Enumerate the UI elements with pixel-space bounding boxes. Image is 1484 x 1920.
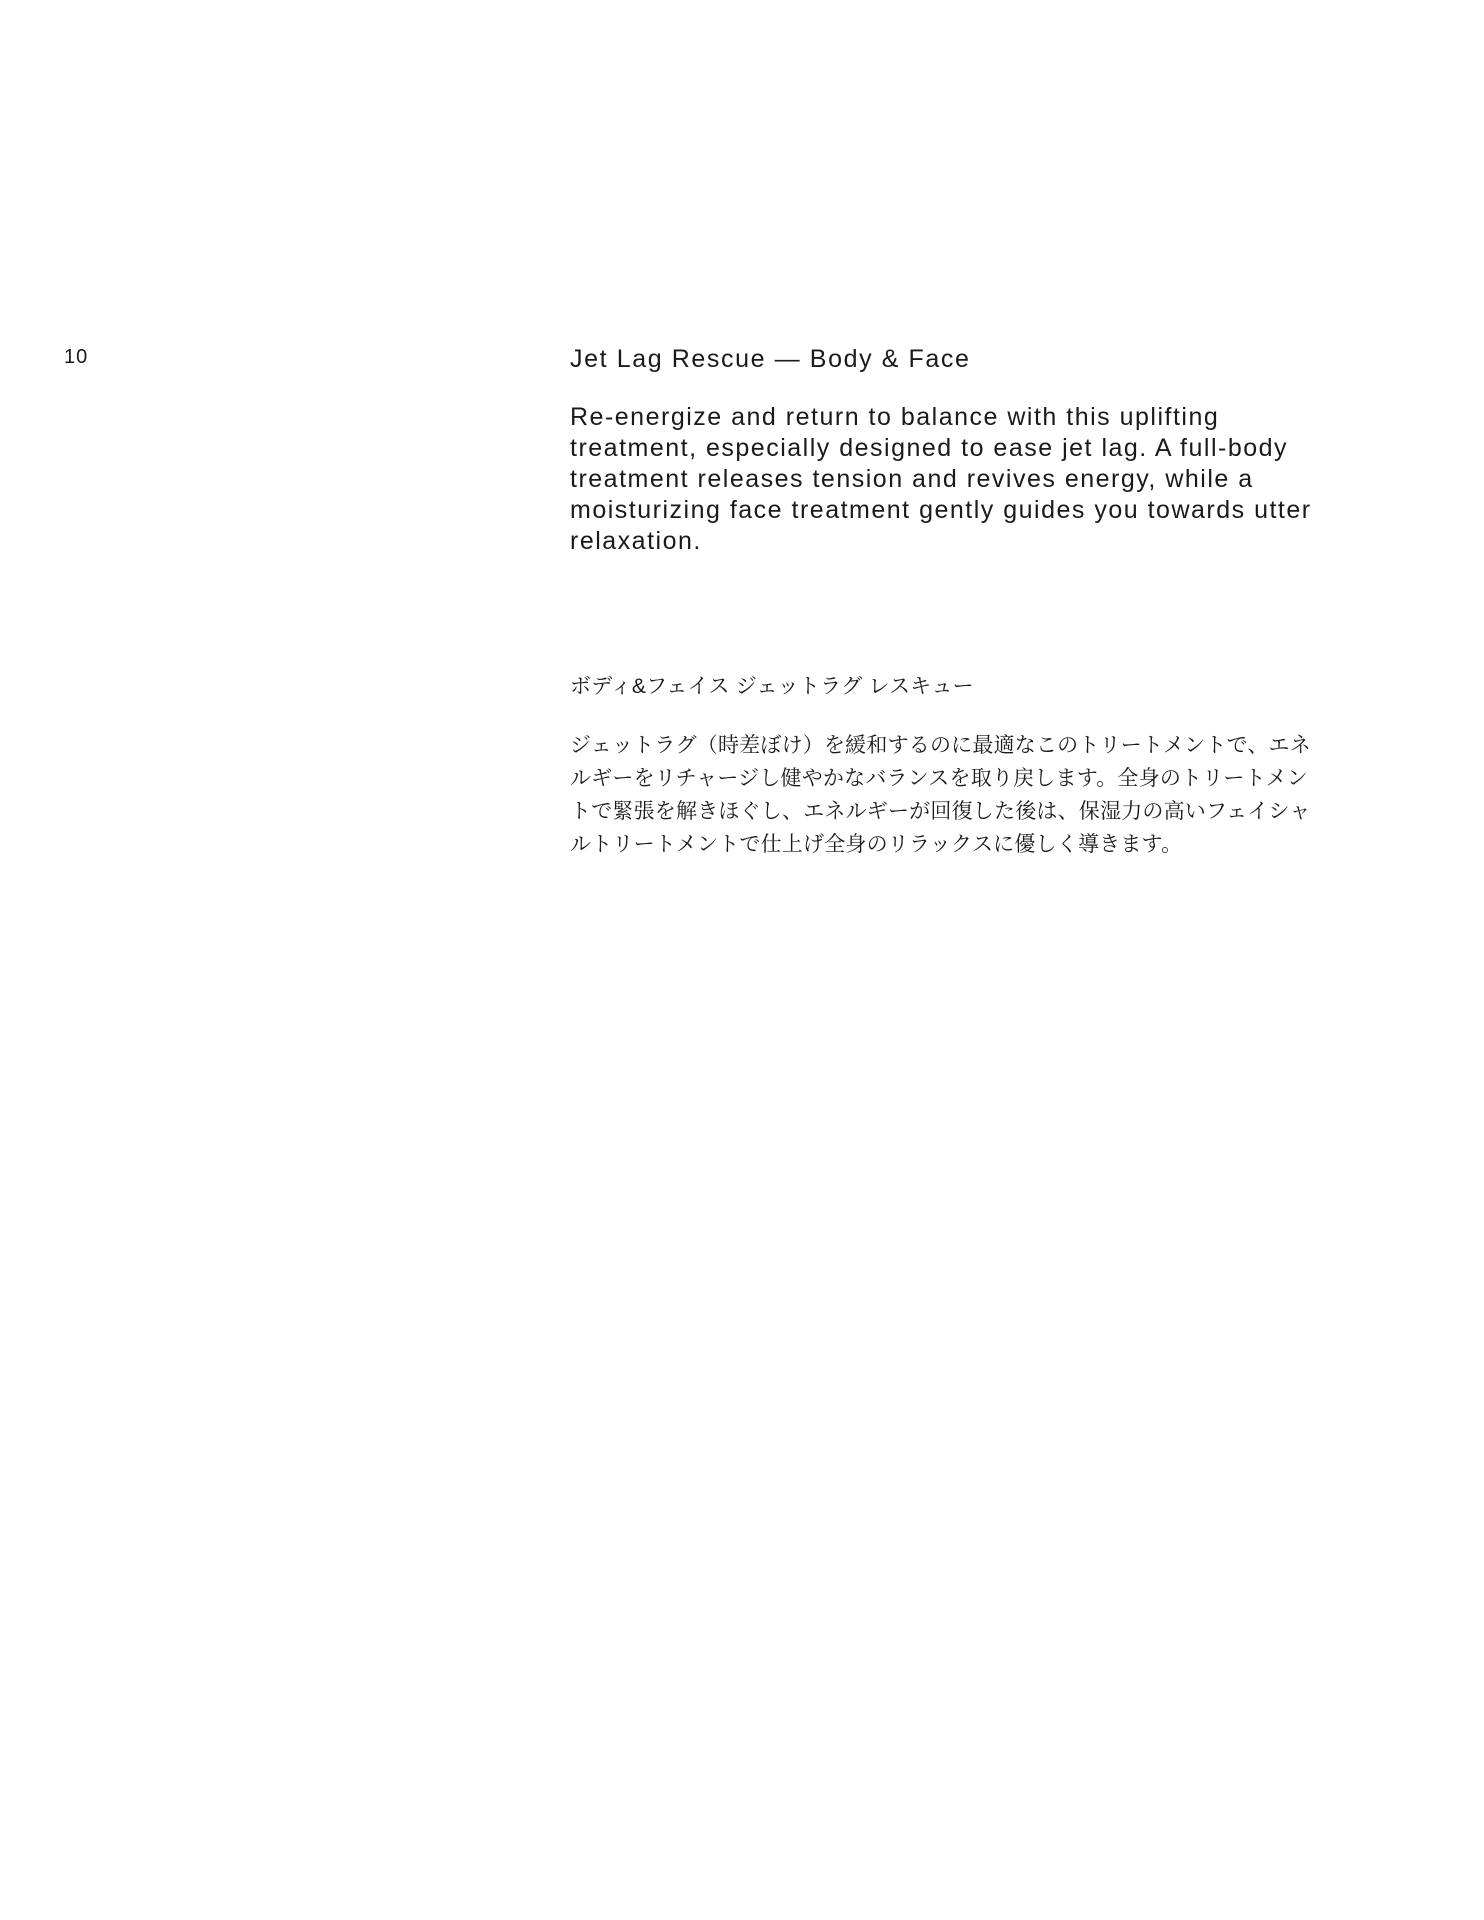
page-number: 10: [64, 346, 89, 368]
treatment-description-english: Re-energize and return to balance with this uplifting treatment, especially designed to ease jet lag. A full-body treatment releases tension and revives energy, while a moisturizing face treatment gently guides you towards utter relaxation.: [570, 403, 1312, 555]
treatment-title-english: Jet Lag Rescue — Body & Face: [570, 345, 971, 373]
treatment-section: [570, 342, 1350, 861]
treatment-title-japanese: ボディ&フェイス ジェットラグ レスキュー: [570, 675, 974, 698]
treatment-description-japanese: ジェットラグ（時差ぼけ）を緩和するのに最適なこのトリートメントで、エネルギーをリチャージし健やかなバランスを取り戻します。全身のトリートメントで緊張を解きほぐし、エネルギーが回復した後は、保湿力の高いフェイシャルトリートメントで仕上げ全身のリラックスに優しく導きます。: [570, 734, 1311, 856]
